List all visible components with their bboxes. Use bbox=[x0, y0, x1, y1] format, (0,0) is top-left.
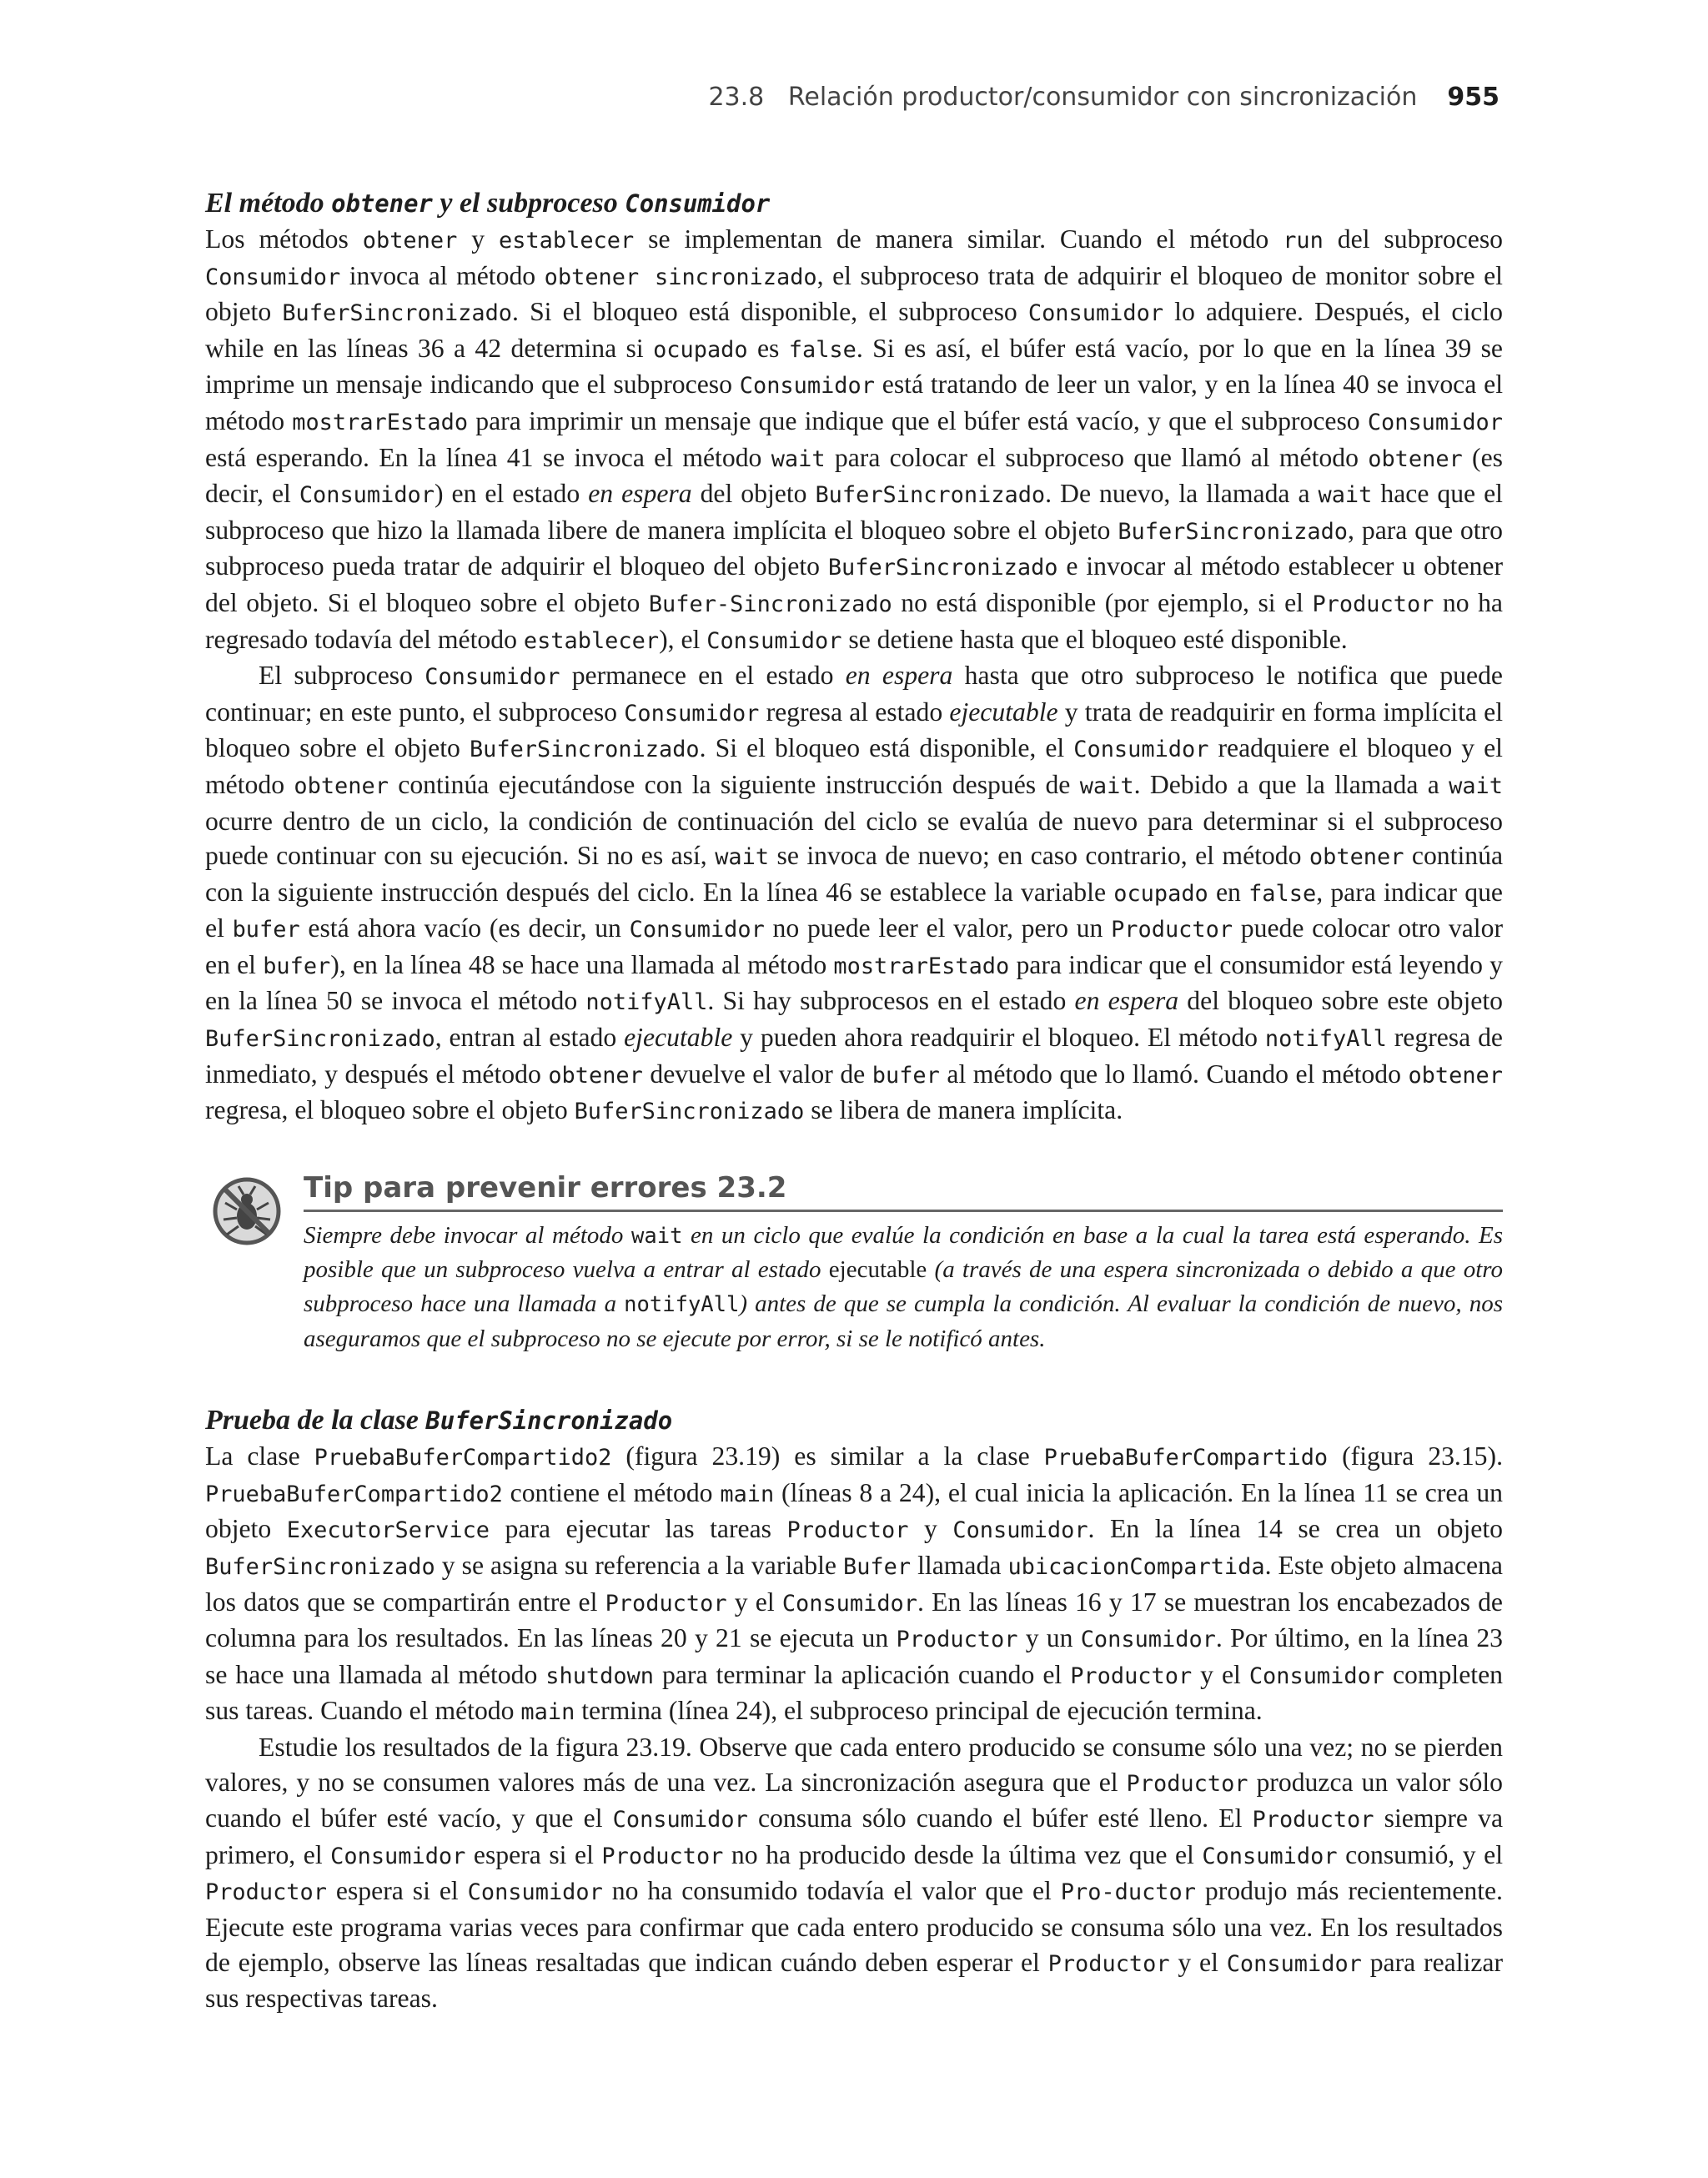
code-token: bufer bbox=[872, 1062, 940, 1089]
code-token: BuferSincronizado bbox=[205, 1026, 435, 1053]
code-token: Consumidor bbox=[330, 1843, 466, 1869]
code-token: Consumidor bbox=[1027, 300, 1164, 327]
code-token: obtener bbox=[1368, 445, 1463, 472]
code-token: wait bbox=[1449, 772, 1503, 799]
code-token: wait bbox=[715, 844, 770, 871]
code-token: Productor bbox=[1126, 1770, 1248, 1797]
code-token: Consumidor bbox=[467, 1879, 603, 1906]
code-token: mostrarEstado bbox=[833, 953, 1010, 979]
code-token: Productor bbox=[1252, 1807, 1374, 1833]
code-token: ubicacionCompartida bbox=[1007, 1554, 1265, 1580]
emphasis: ejecutable bbox=[949, 697, 1058, 727]
code-token: Bufer bbox=[842, 1554, 912, 1580]
code-token: PruebaBuferCompartido2 bbox=[314, 1445, 612, 1471]
code-token: BuferSincronizado bbox=[574, 1099, 805, 1125]
code-token: obtener bbox=[362, 228, 458, 254]
code-token: Productor bbox=[605, 1590, 727, 1617]
code-token: Productor bbox=[205, 1879, 327, 1906]
section-number: 23.8 bbox=[708, 83, 765, 112]
code-token: Pro-ductor bbox=[1060, 1879, 1196, 1906]
code-token: wait bbox=[1318, 482, 1373, 509]
code-token: main bbox=[520, 1699, 575, 1726]
code-token: BuferSincronizado bbox=[1118, 518, 1349, 545]
code-token: Consumidor bbox=[952, 1517, 1088, 1544]
code-token: ocupado bbox=[653, 336, 748, 363]
code-token: notifyAll bbox=[624, 1292, 740, 1318]
code-token: Consumidor bbox=[612, 1807, 748, 1833]
code-token: false bbox=[1248, 880, 1317, 907]
code-token: Consumidor bbox=[1248, 1662, 1385, 1689]
code-token: Consumidor bbox=[205, 264, 341, 290]
code-token: wait bbox=[630, 1223, 683, 1249]
code-token: obtener bbox=[548, 1062, 643, 1089]
error-prevention-tip bbox=[205, 1169, 1503, 1356]
running-header bbox=[584, 83, 1500, 119]
code-token: wait bbox=[1079, 772, 1134, 799]
emphasis: en espera bbox=[588, 479, 692, 509]
code-token: notifyAll bbox=[1264, 1026, 1387, 1053]
emphasis: en espera bbox=[845, 661, 953, 691]
code-token: Consumidor bbox=[299, 482, 435, 509]
code-token: Productor bbox=[1312, 591, 1434, 617]
code-token: obtener bbox=[331, 189, 433, 218]
code-token: Consumidor bbox=[739, 373, 875, 400]
code-token: ExecutorService bbox=[286, 1517, 490, 1544]
code-token: Productor bbox=[786, 1517, 909, 1544]
page-number: 955 bbox=[1447, 83, 1500, 112]
tip-title: Tip para prevenir errores 23.2 bbox=[304, 1169, 1503, 1212]
code-token: Productor bbox=[896, 1627, 1018, 1653]
code-token: bufer bbox=[263, 953, 331, 979]
code-token: BuferSincronizado bbox=[205, 1554, 435, 1580]
code-token: notifyAll bbox=[585, 989, 708, 1016]
emphasis: ejecutable bbox=[624, 1023, 733, 1053]
code-token: Productor bbox=[1070, 1662, 1193, 1689]
code-token: obtener bbox=[1309, 844, 1404, 871]
code-token: Consumidor bbox=[781, 1590, 917, 1617]
code-token: BuferSincronizado bbox=[815, 482, 1046, 509]
code-token: mostrarEstado bbox=[292, 409, 469, 435]
code-token: Consumidor bbox=[625, 189, 771, 218]
paragraph: El subproceso Consumidor permanece en el estado en espera hasta que otro subproceso le notifica que puede continuar; en este punto, el subproceso Consumidor regresa al estado ejecutable y trata de readquirir en forma implícita el bloqueo sobre el objeto BuferSincronizado. Si el bloqueo está disponible, el Consumidor readquiere el bloqueo y el método obtener continúa ejecutándose con la siguiente instrucción después de wait. Debido a que la llamada a wait ocurre dentro de un ciclo, la condición de continuación del ciclo se evalúa de nuevo para determinar si el subproceso puede continuar con su ejecución. Si no es así, wait se invoca de nuevo; en caso contrario, el método obtener continúa con la siguiente instrucción después del ciclo. En la línea 46 se establece la variable ocupado en false, para indicar que el bufer está ahora vacío (es decir, un Consumidor no puede leer el valor, pero un Productor puede colocar otro valor en el bufer), en la línea 48 se hace una llamada al método mostrarEstado para indicar que el consumidor está leyendo y en la línea 50 se invoca el método notifyAll. Si hay subprocesos en el estado en espera del bloqueo sobre este objeto BuferSincronizado, entran al estado ejecutable y pueden ahora readquirir el bloqueo. El método notifyAll regresa de inmediato, y después el método obtener devuelve el valor de bufer al método que lo llamó. Cuando el método obtener regresa, el bloqueo sobre el objeto BuferSincronizado se libera de manera implícita. bbox=[205, 661, 1504, 1125]
code-token: Productor bbox=[601, 1843, 724, 1869]
code-token: obtener bbox=[294, 772, 389, 799]
code-token: BuferSincronizado bbox=[282, 300, 513, 327]
code-token: Productor bbox=[1111, 917, 1233, 943]
code-token: Consumidor bbox=[1367, 409, 1503, 435]
paragraph: Estudie los resultados de la figura 23.19. Observe que cada entero producido se consume sólo una vez; no se pierden valores, y no se consumen valores más de una vez. La sincronización asegura que el Productor produzca un valor sólo cuando el búfer esté vacío, y que el Consumidor consuma sólo cuando el búfer esté lleno. El Productor siempre va primero, el Consumidor espera si el Productor no ha producido desde la última vez que el Consumidor consumió, y el Productor espera si el Consumidor no ha consumido todavía el valor que el Pro-ductor produjo más recientemente. Ejecute este programa varias veces para confirmar que cada entero producido se consuma sólo una vez. En los resultados de ejemplo, observe las líneas resaltadas que indican cuándo deben esperar el Productor y el Consumidor para realizar sus respectivas tareas. bbox=[205, 1732, 1504, 2014]
code-token: Consumidor bbox=[1073, 737, 1209, 763]
code-token: bufer bbox=[232, 917, 300, 943]
bug-prohibited-icon bbox=[212, 1176, 282, 1246]
code-token: Consumidor bbox=[1202, 1843, 1338, 1869]
page-body bbox=[205, 185, 1503, 2016]
code-token: Bufer-Sincronizado bbox=[648, 591, 892, 617]
code-token: false bbox=[788, 336, 857, 363]
section-heading-consumidor: El método obtener y el subproceso Consumidor bbox=[205, 188, 771, 219]
code-token: run bbox=[1283, 228, 1324, 254]
code-token: Consumidor bbox=[706, 627, 842, 654]
section-heading-prueba: Prueba de la clase BuferSincronizado bbox=[205, 1405, 673, 1436]
code-token: Consumidor bbox=[1080, 1627, 1216, 1653]
code-token: obtener bbox=[1408, 1062, 1503, 1089]
code-token: BuferSincronizado bbox=[425, 1406, 673, 1436]
code-token: shutdown bbox=[545, 1662, 655, 1689]
code-token: BuferSincronizado bbox=[827, 555, 1058, 581]
paragraph: La clase PruebaBuferCompartido2 (figura 23.19) es similar a la clase PruebaBuferCompartido (figura 23.15). PruebaBuferCompartido2 contiene el método main (líneas 8 a 24), el cual inicia la aplicación. En la línea 11 se crea un objeto ExecutorService para ejecutar las tareas Productor y Consumidor. En la línea 14 se crea un objeto BuferSincronizado y se asigna su referencia a la variable Bufer llamada ubicacionCompartida. Este objeto almacena los datos que se compartirán entre el Productor y el Consumidor. En las líneas 16 y 17 se muestran los encabezados de columna para los resultados. En las líneas 20 y 21 se ejecuta un Productor y un Consumidor. Por último, en la línea 23 se hace una llamada al método shutdown para terminar la aplicación cuando el Productor y el Consumidor completen sus tareas. Cuando el método main termina (línea 24), el subproceso principal de ejecución termina. bbox=[205, 1441, 1504, 1726]
code-token: BuferSincronizado bbox=[469, 737, 700, 763]
emphasis: en espera bbox=[1074, 986, 1179, 1016]
code-token: Consumidor bbox=[624, 700, 760, 727]
code-token: ocupado bbox=[1113, 880, 1208, 907]
code-token: PruebaBuferCompartido bbox=[1043, 1445, 1329, 1471]
code-token: main bbox=[720, 1481, 775, 1507]
code-token: Consumidor bbox=[424, 664, 560, 691]
upright-term: ejecutable bbox=[828, 1256, 927, 1284]
section-title: Relación productor/consumidor con sincronización bbox=[787, 83, 1418, 112]
code-token: Consumidor bbox=[1226, 1950, 1362, 1977]
code-token: establecer bbox=[523, 627, 660, 654]
code-token: establecer bbox=[499, 228, 635, 254]
paragraph: Los métodos obtener y establecer se implementan de manera similar. Cuando el método run del subproceso Consumidor invoca al método obtener sincronizado, el subproceso trata de adquirir el bloqueo de monitor sobre el objeto BuferSincronizado. Si el bloqueo está disponible, el subproceso Consumidor lo adquiere. Después, el ciclo while en las líneas 36 a 42 determina si ocupado es false. Si es así, el búfer está vacío, por lo que en la línea 39 se imprime un mensaje indicando que el subproceso Consumidor está tratando de leer un valor, y en la línea 40 se invoca el método mostrarEstado para imprimir un mensaje que indique que el búfer está vacío, y que el subproceso Consumidor está esperando. En la línea 41 se invoca el método wait para colocar el subproceso que llamó al método obtener (es decir, el Consumidor) en el estado en espera del objeto BuferSincronizado. De nuevo, la llamada a wait hace que el subproceso que hizo la llamada libere de manera implícita el bloqueo sobre el objeto BuferSincronizado, para que otro subproceso pueda tratar de adquirir el bloqueo del objeto BuferSincronizado e invocar al método establecer u obtener del objeto. Si el bloqueo sobre el objeto Bufer-Sincronizado no está disponible (por ejemplo, si el Productor no ha regresado todavía del método establecer), el Consumidor se detiene hasta que el bloqueo esté disponible. bbox=[205, 224, 1504, 654]
code-token: wait bbox=[771, 445, 826, 472]
tip-body: Siempre debe invocar al método wait en un ciclo que evalúe la condición en base a la cual la tarea está esperando. Es posible que un subproceso vuelva a entrar al estado ejecutable (a través de una espera sincronizada o debido a que otro subproceso hace una llamada a notifyAll) antes de que se cumpla la condición. Al evaluar la condición de nuevo, nos aseguramos que el subproceso no se ejecute por error, si se le notificó antes. bbox=[304, 1221, 1503, 1352]
code-token: Consumidor bbox=[629, 917, 765, 943]
code-token: PruebaBuferCompartido2 bbox=[205, 1481, 503, 1507]
code-token: Productor bbox=[1047, 1950, 1170, 1977]
code-token: obtener sincronizado bbox=[544, 264, 817, 290]
